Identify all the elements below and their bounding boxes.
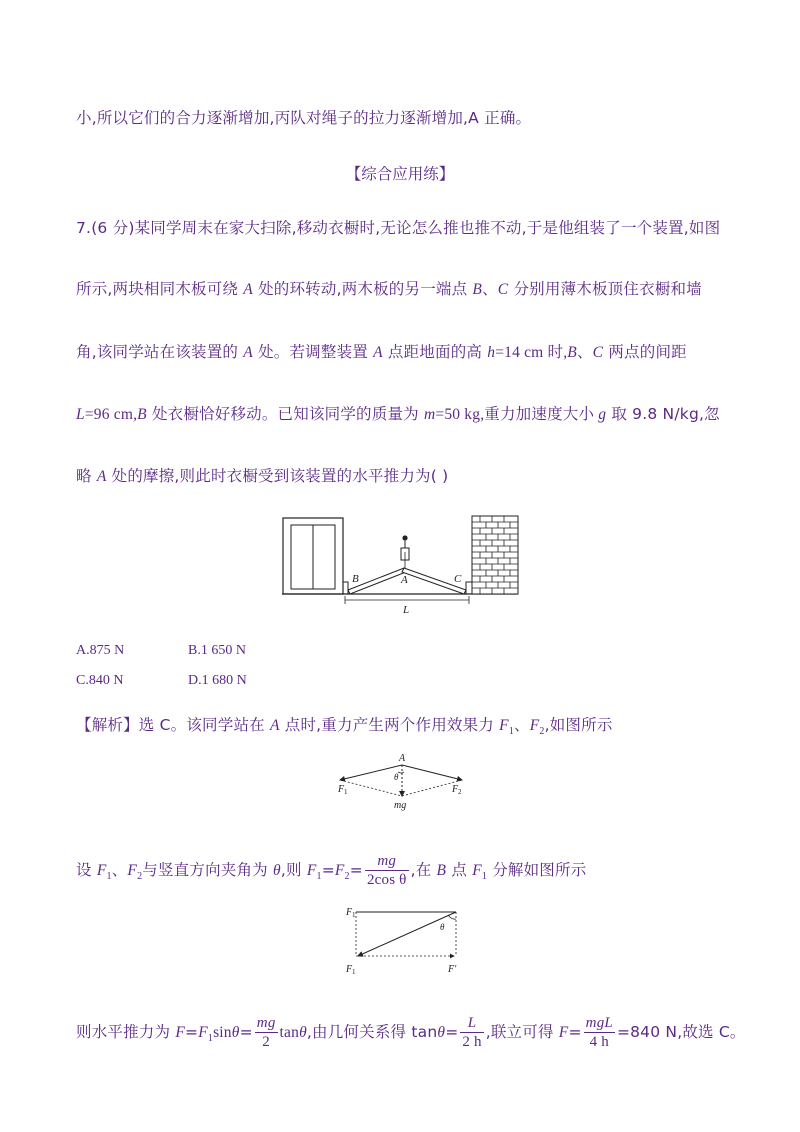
fraction-mg-2cos: $\frac{mg}{\text{2cos θ}}$ — [366, 853, 407, 888]
label-b: B — [352, 573, 359, 585]
label-f2-sub: 2 — [458, 788, 462, 796]
label-f2: F — [452, 784, 459, 795]
option-c[interactable]: C.840 N — [76, 673, 124, 688]
question-line-4: L=96 cm,B 处衣橱恰好移动。已知该同学的质量为 m=50 kg,重力加速度大小 g 取 9.8 N/kg,忽 — [76, 405, 720, 423]
label-f1-top: F — [346, 907, 353, 918]
decomposition-at-b-figure — [340, 902, 470, 980]
fraction-l-2h: $\frac{L}{2 h}$ — [462, 1015, 482, 1050]
solution-line-3: 则水平推力为 $F=F_1\sin\theta=$ $\frac{mg}{2}$ tanθ,由几何关系得 tanθ= $\frac{L}{2 h}$ ,联立可得 F= $\frac{\text{mgL}}{4 h}$ =840 N,故选 C。 — [76, 1015, 746, 1050]
label-mg: mg — [394, 800, 407, 811]
label-l: L — [403, 604, 410, 616]
label-theta: θ — [440, 922, 445, 932]
option-b[interactable]: B.1 650 N — [188, 643, 246, 658]
theta-arc — [448, 915, 456, 919]
section-title: 【综合应用练】 — [345, 165, 455, 183]
solution-line-2: 设 $F_1$、$F_2$与竖直方向夹角为 θ,则 $F_1=F_2=$ $\frac{mg}{\text{2cos θ}}$ ,在 B 点 $F_1$ 分解如图所示 — [76, 853, 587, 888]
theta-arc — [398, 772, 404, 773]
label-f1-bottom-sub: 1 — [352, 968, 356, 976]
option-a[interactable]: A.875 N — [76, 643, 125, 658]
fraction-mg-2: $\frac{mg}{2}$ — [256, 1015, 276, 1050]
f1-diagonal — [358, 912, 456, 956]
label-fprime: F′ — [448, 964, 457, 975]
board-b — [343, 582, 348, 594]
person-head — [402, 535, 407, 540]
f2-vector — [402, 765, 462, 780]
label-f1-bottom: F — [346, 964, 353, 975]
label-c: C — [454, 573, 462, 585]
label-f1-sub: 1 — [344, 788, 348, 796]
solution-line-1: 【解析】选 C。该同学站在 A 点时,重力产生两个作用效果力 $F_1$、$F_2$,如图所示 — [76, 716, 613, 738]
label-f1: F — [338, 784, 345, 795]
text-line-1: 小,所以它们的合力逐渐增加,丙队对绳子的拉力逐渐增加,A 正确。 — [76, 109, 532, 127]
label-a: A — [401, 574, 408, 586]
parallelogram-left — [340, 780, 402, 796]
f1-vector — [340, 765, 402, 780]
fraction-mgl-4h: $\frac{\text{mgL}}{4 h}$ — [585, 1015, 613, 1050]
label-theta: θ — [394, 772, 399, 782]
force-decomposition-figure — [332, 752, 472, 814]
board-c — [466, 582, 472, 594]
question-line-1: 7.(6 分)某同学周末在家大扫除,移动衣橱时,无论怎么推也推不动,于是他组装了一个装置,如图 — [76, 219, 721, 237]
label-a: A — [399, 753, 406, 764]
question-line-5: 略 A 处的摩擦,则此时衣橱受到该装置的水平推力为( ) — [76, 467, 449, 485]
label-f1-top-sub: 1 — [352, 911, 356, 919]
apparatus-figure — [282, 512, 522, 620]
question-line-3: 角,该同学站在该装置的 A 处。若调整装置 A 点距地面的高 h=14 cm 时,B、C 两点的间距 — [76, 343, 687, 361]
question-line-2: 所示,两块相同木板可绕 A 处的环转动,两木板的另一端点 B、C 分别用薄木板顶住衣橱和墙 — [76, 280, 702, 298]
option-d[interactable]: D.1 680 N — [188, 673, 247, 688]
